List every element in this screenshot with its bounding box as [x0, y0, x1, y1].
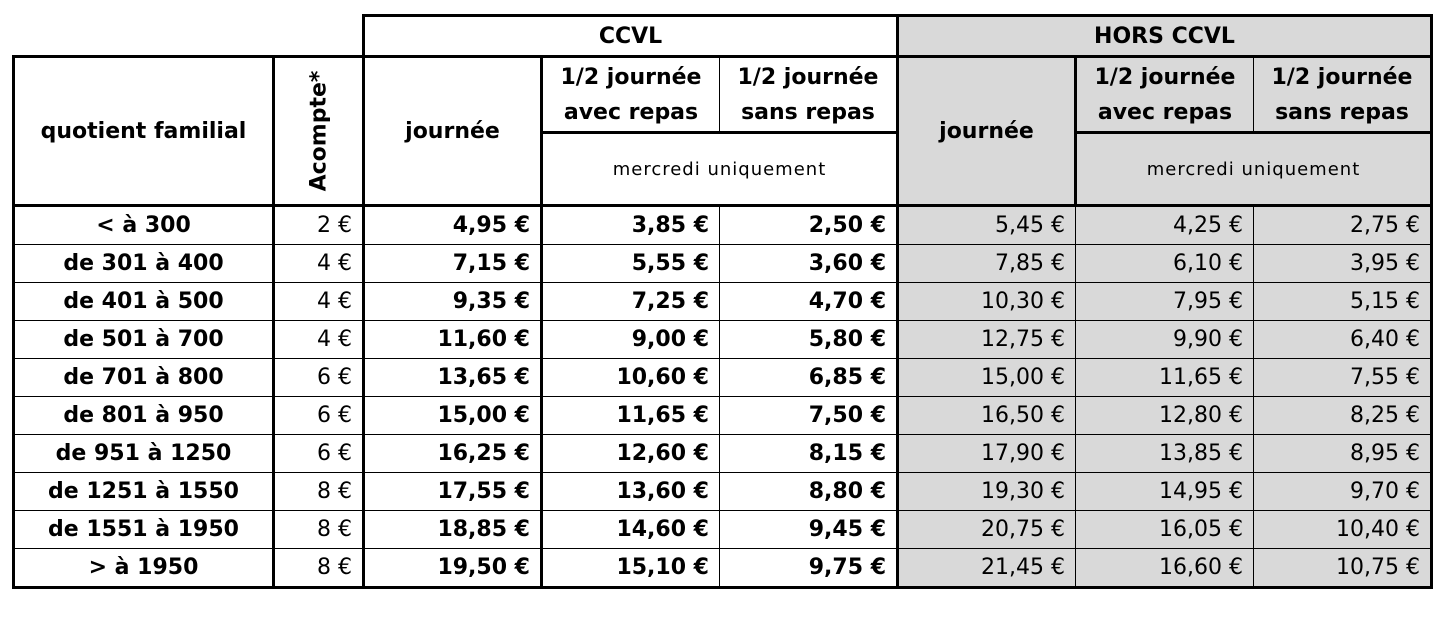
cell-hors-demi-avec: 12,80 € [1076, 397, 1254, 435]
header-line: 1/2 journée [1271, 64, 1413, 90]
cell-hors-demi-avec: 6,10 € [1076, 245, 1254, 283]
header-ccvl-demi-sans [720, 57, 898, 133]
table-row [14, 359, 1432, 397]
cell-hors-demi-sans: 9,70 € [1254, 473, 1432, 511]
cell-acompte: 8 € [274, 549, 364, 588]
cell-ccvl-demi-avec: 15,10 € [542, 549, 720, 588]
cell-ccvl-journee: 13,65 € [364, 359, 542, 397]
cell-ccvl-demi-sans: 7,50 € [720, 397, 898, 435]
cell-quotient: de 401 à 500 [14, 283, 274, 321]
cell-quotient: de 801 à 950 [14, 397, 274, 435]
cell-ccvl-demi-sans: 2,50 € [720, 206, 898, 245]
header-line: 1/2 journée [737, 64, 879, 90]
cell-ccvl-journee: 11,60 € [364, 321, 542, 359]
cell-ccvl-demi-avec: 5,55 € [542, 245, 720, 283]
cell-acompte: 6 € [274, 435, 364, 473]
table-row [14, 245, 1432, 283]
table-row [14, 549, 1432, 588]
cell-acompte: 4 € [274, 321, 364, 359]
cell-ccvl-journee: 19,50 € [364, 549, 542, 588]
cell-ccvl-journee: 7,15 € [364, 245, 542, 283]
cell-quotient: de 501 à 700 [14, 321, 274, 359]
header-acompte-label: Acompte* [306, 70, 331, 192]
header-ccvl-journee: journée [364, 57, 542, 206]
cell-hors-demi-avec: 16,60 € [1076, 549, 1254, 588]
table-row [14, 397, 1432, 435]
cell-acompte: 8 € [274, 473, 364, 511]
cell-hors-demi-sans: 5,15 € [1254, 283, 1432, 321]
cell-quotient: de 701 à 800 [14, 359, 274, 397]
cell-ccvl-journee: 18,85 € [364, 511, 542, 549]
header-ccvl-demi-avec [542, 57, 720, 133]
cell-ccvl-demi-sans: 8,80 € [720, 473, 898, 511]
cell-acompte: 6 € [274, 397, 364, 435]
cell-hors-journee: 7,85 € [898, 245, 1076, 283]
cell-hors-journee: 17,90 € [898, 435, 1076, 473]
cell-ccvl-demi-avec: 7,25 € [542, 283, 720, 321]
cell-hors-demi-sans: 3,95 € [1254, 245, 1432, 283]
cell-ccvl-demi-avec: 9,00 € [542, 321, 720, 359]
cell-quotient: de 301 à 400 [14, 245, 274, 283]
header-ccvl-mercredi-note: mercredi uniquement [542, 133, 898, 206]
header-hors-demi-sans [1254, 57, 1432, 133]
empty-corner [14, 16, 364, 57]
cell-ccvl-demi-sans: 4,70 € [720, 283, 898, 321]
cell-acompte: 4 € [274, 245, 364, 283]
cell-acompte: 8 € [274, 511, 364, 549]
cell-hors-demi-avec: 13,85 € [1076, 435, 1254, 473]
cell-hors-journee: 19,30 € [898, 473, 1076, 511]
cell-ccvl-journee: 15,00 € [364, 397, 542, 435]
table-row [14, 206, 1432, 245]
tariff-body [14, 206, 1432, 588]
tariff-table [12, 14, 1433, 589]
header-line: avec repas [1097, 99, 1233, 125]
header-hors-journee: journée [898, 57, 1076, 206]
group-header-ccvl: CCVL [364, 16, 898, 57]
cell-acompte: 6 € [274, 359, 364, 397]
table-row [14, 321, 1432, 359]
cell-ccvl-demi-avec: 11,65 € [542, 397, 720, 435]
cell-ccvl-journee: 4,95 € [364, 206, 542, 245]
cell-hors-journee: 12,75 € [898, 321, 1076, 359]
cell-quotient: de 951 à 1250 [14, 435, 274, 473]
group-header-hors-ccvl: HORS CCVL [898, 16, 1432, 57]
table-row [14, 435, 1432, 473]
cell-ccvl-journee: 9,35 € [364, 283, 542, 321]
cell-hors-demi-sans: 8,95 € [1254, 435, 1432, 473]
tariff-sheet [12, 14, 1433, 589]
cell-ccvl-demi-avec: 10,60 € [542, 359, 720, 397]
cell-hors-demi-sans: 8,25 € [1254, 397, 1432, 435]
header-line: sans repas [1275, 99, 1409, 125]
cell-ccvl-demi-avec: 14,60 € [542, 511, 720, 549]
cell-ccvl-demi-avec: 3,85 € [542, 206, 720, 245]
cell-quotient: de 1551 à 1950 [14, 511, 274, 549]
header-hors-mercredi-note: mercredi uniquement [1076, 133, 1432, 206]
cell-ccvl-demi-avec: 13,60 € [542, 473, 720, 511]
cell-ccvl-journee: 16,25 € [364, 435, 542, 473]
cell-hors-demi-sans: 7,55 € [1254, 359, 1432, 397]
cell-hors-journee: 10,30 € [898, 283, 1076, 321]
cell-hors-journee: 21,45 € [898, 549, 1076, 588]
cell-hors-journee: 15,00 € [898, 359, 1076, 397]
cell-quotient: > à 1950 [14, 549, 274, 588]
header-acompte [274, 57, 364, 206]
cell-ccvl-demi-sans: 6,85 € [720, 359, 898, 397]
header-line: 1/2 journée [1094, 64, 1236, 90]
header-quotient-familial: quotient familial [14, 57, 274, 206]
header-line: avec repas [563, 99, 699, 125]
cell-hors-journee: 16,50 € [898, 397, 1076, 435]
cell-hors-demi-sans: 2,75 € [1254, 206, 1432, 245]
cell-hors-demi-avec: 16,05 € [1076, 511, 1254, 549]
cell-quotient: de 1251 à 1550 [14, 473, 274, 511]
cell-ccvl-demi-sans: 5,80 € [720, 321, 898, 359]
cell-hors-demi-avec: 14,95 € [1076, 473, 1254, 511]
header-line: sans repas [741, 99, 875, 125]
cell-hors-demi-sans: 10,75 € [1254, 549, 1432, 588]
cell-acompte: 4 € [274, 283, 364, 321]
cell-hors-demi-sans: 10,40 € [1254, 511, 1432, 549]
cell-hors-demi-sans: 6,40 € [1254, 321, 1432, 359]
cell-hors-journee: 20,75 € [898, 511, 1076, 549]
header-hors-demi-avec [1076, 57, 1254, 133]
cell-quotient: < à 300 [14, 206, 274, 245]
cell-ccvl-journee: 17,55 € [364, 473, 542, 511]
header-line: 1/2 journée [560, 64, 702, 90]
cell-hors-demi-avec: 4,25 € [1076, 206, 1254, 245]
table-row [14, 511, 1432, 549]
cell-ccvl-demi-sans: 9,75 € [720, 549, 898, 588]
cell-hors-journee: 5,45 € [898, 206, 1076, 245]
cell-acompte: 2 € [274, 206, 364, 245]
table-row [14, 473, 1432, 511]
cell-hors-demi-avec: 7,95 € [1076, 283, 1254, 321]
cell-ccvl-demi-sans: 3,60 € [720, 245, 898, 283]
cell-hors-demi-avec: 11,65 € [1076, 359, 1254, 397]
cell-ccvl-demi-sans: 8,15 € [720, 435, 898, 473]
table-row [14, 283, 1432, 321]
cell-hors-demi-avec: 9,90 € [1076, 321, 1254, 359]
cell-ccvl-demi-avec: 12,60 € [542, 435, 720, 473]
cell-ccvl-demi-sans: 9,45 € [720, 511, 898, 549]
